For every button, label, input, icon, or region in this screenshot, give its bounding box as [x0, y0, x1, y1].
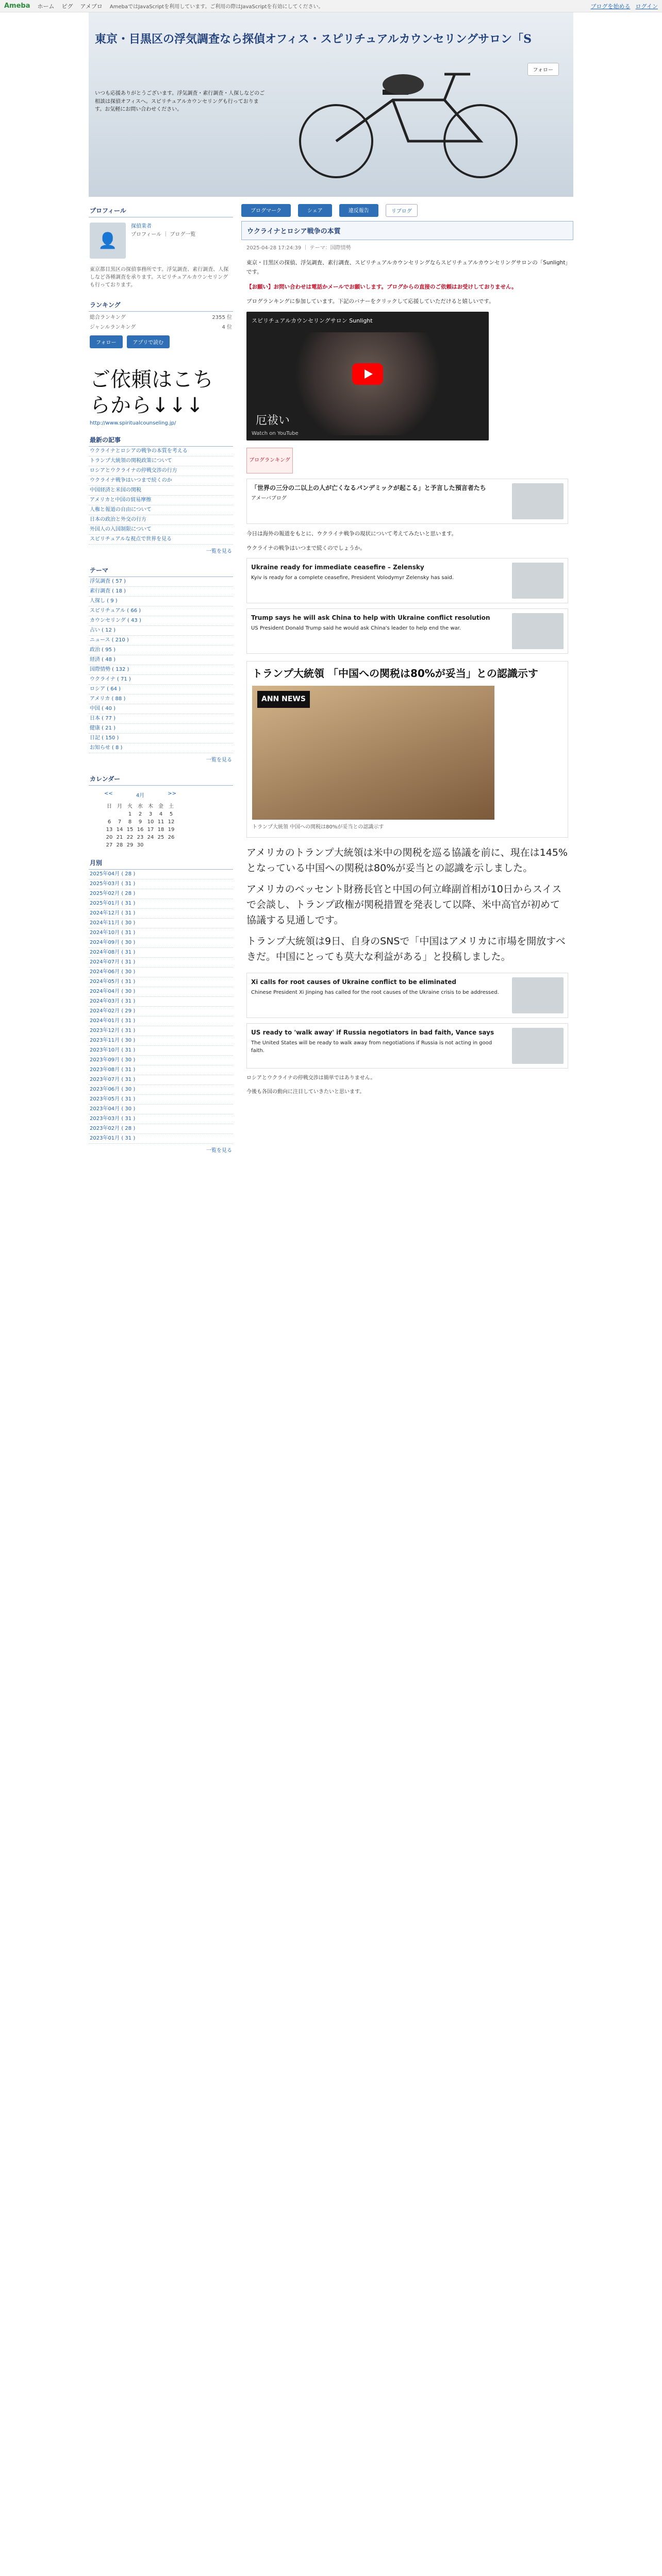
calendar-day[interactable]: 1 — [128, 811, 132, 817]
ranking-label: ジャンルランキング — [90, 325, 136, 330]
topbar-link-home[interactable]: ホーム — [37, 3, 55, 10]
theme-item[interactable] — [89, 675, 233, 685]
new-entry-item-link[interactable]: ウクライナ戦争はいつまで続くのか — [90, 478, 172, 483]
new-entry-item[interactable] — [89, 515, 233, 525]
video-title: スピリチュアルカウンセリングサロン Sunlight — [252, 317, 373, 324]
archive-item[interactable] — [89, 919, 233, 928]
new-entry-item-link[interactable]: スピリチュアルな視点で世界を見る — [90, 536, 172, 542]
archive-item-link[interactable]: 2024年02月 ( 29 ) — [90, 1008, 136, 1014]
new-entry-item-link[interactable]: トランプ大統領の関税政策について — [90, 458, 172, 464]
theme-item-link[interactable]: 日記 ( 150 ) — [90, 735, 119, 741]
youtube-video[interactable] — [246, 312, 489, 440]
archive-item-link[interactable]: 2024年08月 ( 31 ) — [90, 950, 136, 955]
theme-item[interactable] — [89, 636, 233, 646]
archives-list — [89, 870, 233, 1144]
theme-item-link[interactable]: 国際情勢 ( 132 ) — [90, 667, 129, 672]
avatar[interactable]: 👤 — [90, 223, 126, 259]
calendar-day — [114, 810, 125, 818]
calendar-day[interactable]: 7 — [118, 819, 122, 825]
themes-list — [89, 577, 233, 753]
archives-title: 月別 — [89, 856, 233, 870]
app-read-button[interactable]: アプリで読む — [127, 335, 170, 348]
news-card-text: US President Donald Trump said he would ask China's leader to help end the war. — [251, 625, 461, 632]
calendar-day[interactable]: 27 — [106, 842, 113, 848]
new-entry-item-link[interactable]: 日本の政治と外交の行方 — [90, 517, 146, 522]
calendar-next[interactable]: >> — [168, 791, 176, 796]
report-button[interactable]: 違反報告 — [339, 204, 378, 217]
archive-item[interactable] — [89, 968, 233, 977]
theme-item[interactable] — [89, 743, 233, 753]
calendar-weekday: 月 — [117, 804, 122, 809]
new-entry-item[interactable] — [89, 505, 233, 515]
theme-item-link[interactable]: 人探し ( 9 ) — [90, 598, 118, 604]
ranking-label: 総合ランキング — [90, 315, 126, 320]
archive-item-link[interactable]: 2023年08月 ( 31 ) — [90, 1067, 136, 1073]
theme-item-link[interactable]: 素行調査 ( 18 ) — [90, 588, 126, 594]
archive-item[interactable] — [89, 1124, 233, 1134]
calendar-day — [145, 841, 156, 849]
news-card-title: US ready to 'walk away' if Russia negotiators in bad faith, Vance says — [251, 1029, 494, 1037]
video-caption: 厄祓い — [256, 414, 290, 427]
archive-item-link[interactable]: 2024年10月 ( 31 ) — [90, 930, 136, 936]
theme-item-link[interactable]: 経済 ( 48 ) — [90, 657, 116, 663]
archive-item-link[interactable]: 2025年02月 ( 28 ) — [90, 891, 136, 896]
new-entries-title: 最新の記事 — [89, 433, 233, 447]
calendar-weekday: 金 — [158, 804, 163, 809]
news-card[interactable] — [246, 608, 568, 654]
profile-text: 東京都目黒区の探偵事務所です。浮気調査、素行調査、人探しなど各種調査を承ります。スピリチュアルカウンセリングも行っております。 — [90, 267, 229, 288]
new-entries-box — [89, 433, 233, 556]
profile-title: プロフィール — [89, 204, 233, 217]
topbar-link-pigg[interactable]: ピグ — [61, 3, 73, 10]
archive-item-link[interactable]: 2023年09月 ( 30 ) — [90, 1057, 136, 1063]
calendar-day — [166, 841, 176, 849]
tv-news-image — [252, 686, 494, 820]
calendar-day[interactable]: 23 — [137, 835, 144, 840]
archive-item[interactable] — [89, 1046, 233, 1056]
bicycle-illustration — [274, 54, 542, 182]
ranking-box — [89, 298, 233, 352]
archive-item-link[interactable]: 2024年06月 ( 30 ) — [90, 969, 136, 975]
ranking-row-overall[interactable] — [89, 312, 233, 321]
news-card[interactable] — [246, 1023, 568, 1069]
theme-item[interactable] — [89, 646, 233, 655]
news-card-title: Xi calls for root causes of Ukraine conflict to be eliminated — [251, 978, 456, 986]
archive-item[interactable] — [89, 879, 233, 889]
news-card-title: Trump says he will ask China to help with Ukraine conflict resolution — [251, 614, 490, 622]
archive-item[interactable] — [89, 1085, 233, 1095]
theme-item-link[interactable]: 浮気調査 ( 57 ) — [90, 579, 126, 584]
archive-item[interactable] — [89, 1056, 233, 1065]
more-link[interactable]: 一覧を見る — [206, 549, 232, 554]
new-entries-list — [89, 447, 233, 545]
bookmark-button[interactable]: ブログマーク — [241, 204, 291, 217]
calendar-weekday: 土 — [169, 804, 174, 809]
archive-item[interactable] — [89, 987, 233, 997]
theme-item-link[interactable]: ニュース ( 210 ) — [90, 637, 129, 643]
archive-item[interactable] — [89, 909, 233, 919]
calendar-day[interactable]: 10 — [147, 819, 154, 825]
topbar-link-blog[interactable]: アメブロ — [80, 3, 103, 10]
calendar-weekday: 水 — [138, 804, 143, 809]
calendar-weekday: 日 — [107, 804, 112, 809]
ranking-value: 4 位 — [222, 325, 232, 330]
header-follow-button[interactable]: フォロー — [527, 63, 559, 76]
login-link[interactable]: ログイン — [635, 3, 658, 10]
entry-body — [241, 254, 573, 1106]
archive-item[interactable] — [89, 948, 233, 958]
news-card-thumbnail — [512, 977, 564, 1013]
calendar-day[interactable]: 20 — [106, 835, 113, 840]
theme-item[interactable] — [89, 704, 233, 714]
archive-item[interactable] — [89, 1036, 233, 1046]
calendar-day[interactable]: 17 — [147, 827, 154, 833]
calendar-day — [156, 841, 166, 849]
archive-item-link[interactable]: 2023年05月 ( 31 ) — [90, 1096, 136, 1102]
theme-item[interactable] — [89, 724, 233, 734]
new-entry-item-link[interactable]: 外国人の入国制限について — [90, 527, 152, 532]
calendar-day[interactable]: 18 — [157, 827, 164, 833]
archive-item-link[interactable]: 2025年03月 ( 31 ) — [90, 881, 136, 887]
profile-box — [89, 204, 233, 291]
calendar-day[interactable]: 11 — [157, 819, 164, 825]
header-bicycle-image — [274, 54, 542, 182]
intro-paragraph: 東京・目黒区の探偵、浮気調査、素行調査、スピリチュアルカウンセリングならスピリチュアルカウンセリングサロンの「Sunlight」です。 — [246, 260, 568, 276]
quote-line: アメリカのベッセント財務長官と中国の何立峰副首相が10日からスイスで会談し、トランプ政権が関税措置を発表して以降、米中高官が初めて協議する見通しです。 — [246, 883, 562, 926]
calendar-day[interactable]: 14 — [116, 827, 123, 833]
calendar-day[interactable]: 22 — [126, 835, 134, 840]
archive-item[interactable] — [89, 997, 233, 1007]
archives-box — [89, 856, 233, 1156]
new-entry-item[interactable] — [89, 447, 233, 456]
theme-item[interactable] — [89, 714, 233, 724]
archive-item[interactable] — [89, 889, 233, 899]
theme-item-link[interactable]: カウンセリング ( 43 ) — [90, 618, 141, 623]
archive-item[interactable] — [89, 928, 233, 938]
archive-item[interactable] — [89, 1007, 233, 1016]
archive-item-link[interactable]: 2024年07月 ( 31 ) — [90, 959, 136, 965]
archive-item-link[interactable]: 2024年11月 ( 30 ) — [90, 920, 136, 926]
archive-item[interactable] — [89, 1016, 233, 1026]
calendar-day[interactable]: 19 — [168, 827, 175, 833]
closing-paragraph: ロシアとウクライナの停戦交渉は簡単ではありません。 — [246, 1075, 376, 1081]
new-entry-item[interactable] — [89, 466, 233, 476]
theme-item-link[interactable]: 日本 ( 77 ) — [90, 716, 116, 721]
themes-box — [89, 564, 233, 765]
closing-paragraph: 今後も各国の動向に注目していきたいと思います。 — [246, 1089, 365, 1095]
calendar-weekday: 木 — [148, 804, 153, 809]
news-card-thumbnail — [512, 613, 564, 649]
blog-ranking-badge[interactable]: ブログランキング — [246, 448, 293, 473]
archive-item-link[interactable]: 2023年03月 ( 31 ) — [90, 1116, 136, 1122]
intro-paragraph: 【お願い】お問い合わせは電話かメールでお願いします。ブログからの直接のご依頼はお受けしておりません。 — [246, 283, 517, 290]
archive-item-link[interactable]: 2023年02月 ( 28 ) — [90, 1126, 136, 1131]
more-link[interactable]: 一覧を見る — [206, 757, 232, 763]
archive-item-link[interactable]: 2023年12月 ( 31 ) — [90, 1028, 136, 1033]
follow-button[interactable]: フォロー — [90, 335, 123, 348]
archive-item[interactable] — [89, 1105, 233, 1114]
calendar-day — [104, 810, 114, 818]
new-entry-item[interactable] — [89, 456, 233, 466]
ranking-title: ランキング — [89, 298, 233, 312]
blog-title[interactable]: 東京・目黒区の浮気調査なら探偵オフィス・スピリチュアルカウンセリングサロン「S — [95, 32, 532, 46]
blog-header — [89, 12, 573, 197]
calendar-day[interactable]: 8 — [128, 819, 132, 825]
calendar-day[interactable]: 3 — [148, 811, 153, 817]
theme-item-link[interactable]: ウクライナ ( 71 ) — [90, 676, 131, 682]
theme-item[interactable] — [89, 694, 233, 704]
theme-item[interactable] — [89, 616, 233, 626]
themes-title: テーマ — [89, 564, 233, 577]
news-card[interactable] — [246, 973, 568, 1018]
new-entry-item[interactable] — [89, 486, 233, 496]
calendar-day[interactable]: 21 — [116, 835, 123, 840]
calendar-box — [89, 772, 233, 849]
calendar-day[interactable]: 13 — [106, 827, 113, 833]
ranking-value: 2355 位 — [212, 315, 232, 320]
reblog-button[interactable]: リブログ — [386, 204, 418, 217]
theme-item-link[interactable]: お知らせ ( 8 ) — [90, 745, 123, 751]
new-entry-item[interactable] — [89, 535, 233, 545]
watch-on-youtube-link[interactable]: Watch on YouTube — [252, 431, 299, 436]
archive-item[interactable] — [89, 899, 233, 909]
archive-item-link[interactable]: 2023年07月 ( 31 ) — [90, 1077, 136, 1082]
archive-item[interactable] — [89, 977, 233, 987]
more-link[interactable]: 一覧を見る — [206, 1148, 232, 1154]
archive-item[interactable] — [89, 1134, 233, 1144]
topbar-notice: AmebaではJavaScriptを利用しています。ご利用の際はJavaScriptを有効にしてください。 — [109, 4, 324, 10]
quoted-article — [246, 845, 568, 965]
theme-item[interactable] — [89, 655, 233, 665]
new-entry-item-link[interactable]: ウクライナとロシアの戦争の本質を考える — [90, 448, 188, 454]
calendar-day[interactable]: 15 — [126, 827, 134, 833]
play-icon[interactable] — [352, 363, 383, 385]
tv-news-caption: トランプ大統領 中国への関税は80%が妥当との認識示す — [252, 824, 384, 831]
theme-item-link[interactable]: 健康 ( 21 ) — [90, 725, 116, 731]
theme-item[interactable] — [89, 685, 233, 694]
archive-item-link[interactable]: 2025年01月 ( 31 ) — [90, 901, 136, 906]
ameba-logo[interactable]: Ameba — [4, 2, 30, 10]
article-paragraph: 今日は海外の報道をもとに、ウクライナ戦争の現状について考えてみたいと思います。 — [246, 530, 457, 537]
calendar-day[interactable]: 28 — [116, 842, 123, 848]
new-entry-item[interactable] — [89, 476, 233, 486]
archive-item[interactable] — [89, 1095, 233, 1105]
archive-item-link[interactable]: 2025年04月 ( 28 ) — [90, 871, 136, 877]
tv-news-headline: トランプ大統領 「中国への関税は80%が妥当」との認識示す — [252, 667, 538, 680]
archive-item-link[interactable]: 2024年03月 ( 31 ) — [90, 998, 136, 1004]
archive-item-link[interactable]: 2023年01月 ( 31 ) — [90, 1136, 136, 1141]
share-button[interactable]: シェア — [298, 204, 332, 217]
news-card-thumbnail — [512, 563, 564, 599]
theme-item-link[interactable]: スピリチュアル ( 66 ) — [90, 608, 141, 614]
news-card-meta: アメーバブログ — [251, 495, 287, 501]
profile-meta[interactable]: プロフィール ｜ ブログ一覧 — [131, 232, 196, 238]
archive-item-link[interactable]: 2024年05月 ( 31 ) — [90, 979, 136, 985]
calendar-day[interactable]: 29 — [126, 842, 134, 848]
news-card-text: The United States will be ready to walk away from negotiations if Russia is not acting in good faith. — [251, 1040, 492, 1054]
calendar-day[interactable]: 12 — [168, 819, 175, 825]
news-card-text: Kyiv is ready for a complete ceasefire, President Volodymyr Zelensky has said. — [251, 575, 454, 581]
request-banner: ご依頼はこちらから↓↓↓ — [90, 368, 213, 417]
theme-item[interactable] — [89, 587, 233, 597]
archive-item-link[interactable]: 2023年06月 ( 30 ) — [90, 1087, 136, 1092]
calendar-weekday: 火 — [127, 804, 133, 809]
archive-item[interactable] — [89, 870, 233, 879]
archive-item[interactable] — [89, 1026, 233, 1036]
theme-item[interactable] — [89, 665, 233, 675]
entry-tools — [241, 204, 573, 221]
calendar-day[interactable]: 16 — [137, 827, 144, 833]
theme-item[interactable] — [89, 626, 233, 636]
news-card-thumbnail — [512, 1028, 564, 1064]
top-bar — [0, 0, 662, 12]
archive-item[interactable] — [89, 1075, 233, 1085]
entry-meta: 2025-04-28 17:24:39 ｜ テーマ：国際情勢 — [246, 245, 351, 251]
tv-news-card[interactable] — [246, 661, 568, 838]
calendar-day[interactable]: 26 — [168, 835, 175, 840]
calendar-month: 4月 — [136, 793, 145, 799]
intro-paragraph: ブログランキングに参加しています。下記のバナーをクリックして応援していただけると嬉しいです。 — [246, 298, 494, 305]
article-paragraph: ウクライナの戦争はいつまで続くのでしょうか。 — [246, 545, 366, 551]
news-card-title: 「世界の三分の二以上の人が亡くなるパンデミックが起こる」と予言した預言者たち — [251, 484, 486, 492]
calendar-day[interactable]: 6 — [107, 819, 111, 825]
ranking-row-genre[interactable] — [89, 321, 233, 331]
calendar-day[interactable]: 30 — [137, 842, 144, 848]
archive-item-link[interactable]: 2024年04月 ( 30 ) — [90, 989, 136, 994]
news-card[interactable] — [246, 479, 568, 524]
theme-item[interactable] — [89, 597, 233, 606]
calendar-day[interactable]: 25 — [157, 835, 164, 840]
calendar-day[interactable]: 2 — [138, 811, 142, 817]
sidebar — [89, 204, 233, 1163]
calendar-title: カレンダー — [89, 772, 233, 786]
request-link[interactable]: http://www.spiritualcounseling.jp/ — [90, 420, 176, 426]
theme-item-link[interactable]: ロシア ( 64 ) — [90, 686, 121, 692]
theme-item-link[interactable]: 中国 ( 40 ) — [90, 706, 116, 711]
theme-item-link[interactable]: 占い ( 12 ) — [90, 628, 116, 633]
theme-item[interactable] — [89, 734, 233, 743]
ann-news-badge: ANN NEWS — [257, 691, 310, 708]
archive-item-link[interactable]: 2024年12月 ( 31 ) — [90, 910, 136, 916]
archive-item[interactable] — [89, 1065, 233, 1075]
entry-title[interactable]: ウクライナとロシア戦争の本質 — [241, 221, 573, 240]
news-card-text: Chinese President Xi Jinping has called for the root causes of the Ukraine crisis to be addressed. — [251, 990, 499, 996]
archive-item-link[interactable]: 2023年04月 ( 30 ) — [90, 1106, 136, 1112]
start-blog-link[interactable]: ブログを始める — [590, 3, 631, 10]
blog-description: いつも応援ありがとうございます。浮気調査・素行調査・人探しなどのご相談は探偵オフィスへ。スピリチュアルカウンセリングも行っております。お気軽にお問い合わせください。 — [95, 91, 265, 112]
main-content — [241, 204, 573, 1163]
theme-item-link[interactable]: アメリカ ( 88 ) — [90, 696, 126, 702]
new-entry-item[interactable] — [89, 525, 233, 535]
new-entry-item-link[interactable]: ロシアとウクライナの停戦交渉の行方 — [90, 468, 177, 473]
calendar-day[interactable]: 24 — [147, 835, 154, 840]
calendar-day[interactable]: 9 — [138, 819, 142, 825]
calendar-table — [104, 801, 176, 849]
archive-item[interactable] — [89, 1114, 233, 1124]
quote-line: アメリカのトランプ大統領は米中の関税を巡る協議を前に、現在は145%となっている中国への関税は80%が妥当との認識を示しました。 — [246, 846, 568, 874]
news-card-title: Ukraine ready for immediate ceasefire – Zelensky — [251, 564, 424, 571]
theme-item-link[interactable]: 政治 ( 95 ) — [90, 647, 116, 653]
archive-item-link[interactable]: 2023年10月 ( 31 ) — [90, 1047, 136, 1053]
archive-item[interactable] — [89, 938, 233, 948]
archive-item-link[interactable]: 2024年01月 ( 31 ) — [90, 1018, 136, 1024]
new-entry-item-link[interactable]: アメリカと中国の貿易摩擦 — [90, 497, 152, 503]
new-entry-item-link[interactable]: 人権と報道の自由について — [90, 507, 152, 513]
archive-item[interactable] — [89, 958, 233, 968]
news-card-thumbnail — [512, 483, 564, 519]
theme-item[interactable] — [89, 577, 233, 587]
quote-line: トランプ大統領は9日、自身のSNSで「中国はアメリカに市場を開放すべきだ。中国にとっても莫大な利益がある」と投稿しました。 — [246, 935, 566, 963]
calendar — [104, 789, 176, 849]
new-entry-item-link[interactable]: 中国経済と米国の関税 — [90, 487, 141, 493]
calendar-prev[interactable]: << — [104, 791, 113, 796]
calendar-day[interactable]: 5 — [169, 811, 173, 817]
archive-item-link[interactable]: 2024年09月 ( 30 ) — [90, 940, 136, 945]
calendar-day[interactable]: 4 — [159, 811, 163, 817]
theme-item[interactable] — [89, 606, 233, 616]
archive-item-link[interactable]: 2023年11月 ( 30 ) — [90, 1038, 136, 1043]
new-entry-item[interactable] — [89, 496, 233, 505]
news-card[interactable] — [246, 558, 568, 603]
profile-name[interactable]: 探偵業者 — [131, 224, 152, 229]
